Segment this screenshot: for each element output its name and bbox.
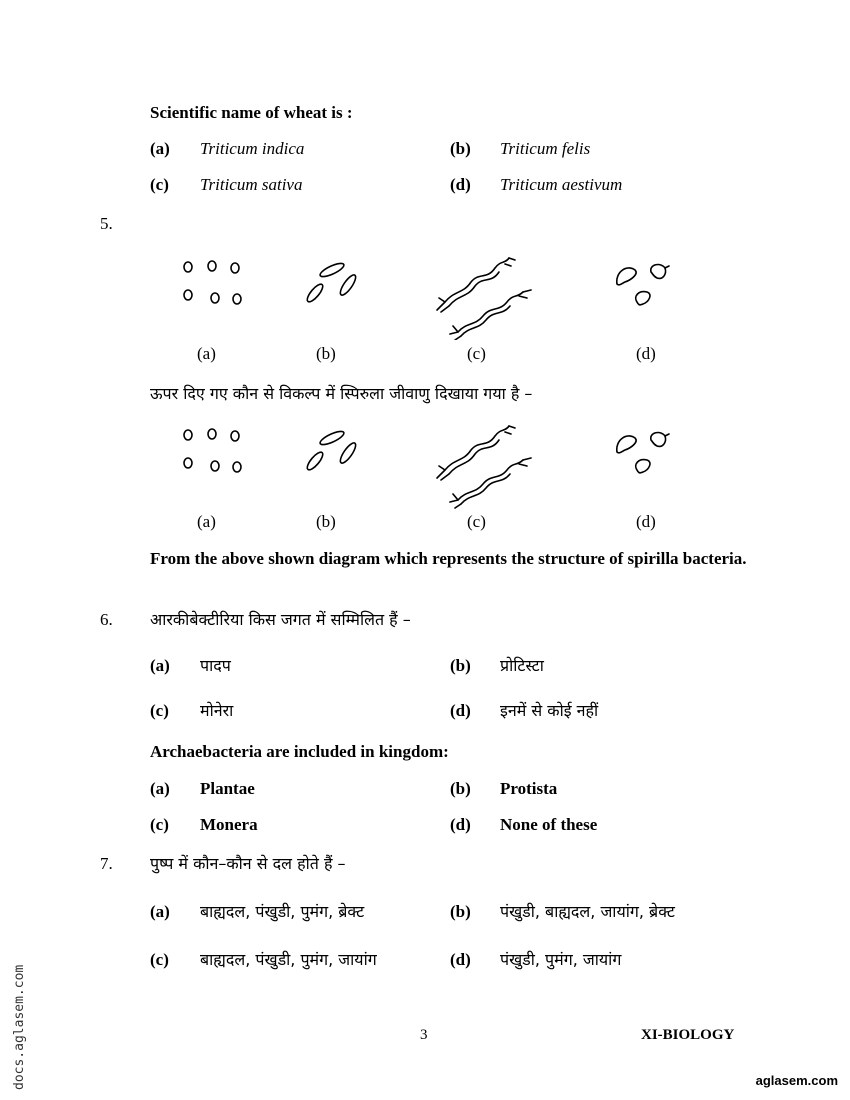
q6-hi-option-c-text: मोनेरा bbox=[200, 701, 234, 720]
q6-hi-option-a-text: पादप bbox=[200, 656, 231, 675]
q6-en-option-a-text: Plantae bbox=[200, 779, 255, 798]
q4-option-c-text: Triticum sativa bbox=[200, 175, 303, 194]
q7-option-c-text: बाह्यदल, पंखुडी, पुमंग, जायांग bbox=[200, 950, 377, 969]
q6-en-option-c-label: (c) bbox=[150, 815, 169, 834]
fig1-label-d: (d) bbox=[636, 344, 656, 363]
q7-option-a-label: (a) bbox=[150, 902, 170, 921]
q7-number: 7. bbox=[100, 854, 113, 873]
q6-number: 6. bbox=[100, 610, 113, 629]
q7-option-d-text: पंखुडी, पुमंग, जायांग bbox=[500, 950, 622, 969]
subject-code: XI-BIOLOGY bbox=[641, 1027, 735, 1043]
q4-option-c-label: (c) bbox=[150, 175, 169, 194]
fig1-label-b: (b) bbox=[316, 344, 336, 363]
q6-en-option-d-text: None of these bbox=[500, 815, 598, 834]
q6-question-english: Archaebacteria are included in kingdom: bbox=[150, 742, 449, 761]
bacteria-figure-1 bbox=[175, 252, 675, 340]
page-number: 3 bbox=[420, 1027, 428, 1043]
vibrio-drawing bbox=[617, 433, 669, 473]
q5-question-hindi: ऊपर दिए गए कौन से विकल्प में स्पिरुला जीवाणु दिखाया गया है – bbox=[150, 384, 533, 403]
q4-option-d-text: Triticum aestivum bbox=[500, 175, 623, 194]
q5-number: 5. bbox=[100, 214, 113, 233]
q4-question: Scientific name of wheat is : bbox=[150, 103, 353, 122]
q4-option-b-text: Triticum felis bbox=[500, 139, 591, 158]
spirilla-drawing bbox=[437, 426, 531, 508]
q4-option-a-text: Triticum indica bbox=[200, 139, 305, 158]
fig2-label-a: (a) bbox=[197, 512, 216, 531]
fig1-label-c: (c) bbox=[467, 344, 486, 363]
bacilli-drawing bbox=[305, 429, 358, 472]
q6-en-option-b-label: (b) bbox=[450, 779, 471, 798]
q6-en-option-c-text: Monera bbox=[200, 815, 258, 834]
bacteria-figure-2 bbox=[175, 422, 675, 510]
q4-option-a-label: (a) bbox=[150, 139, 170, 158]
q5-question-english: From the above shown diagram which represents the structure of spirilla bacteria. bbox=[150, 549, 747, 568]
fig2-label-d: (d) bbox=[636, 512, 656, 531]
fig2-label-b: (b) bbox=[316, 512, 336, 531]
bacilli-drawing bbox=[305, 261, 358, 304]
side-watermark: docs.aglasem.com bbox=[12, 964, 27, 1090]
q7-option-c-label: (c) bbox=[150, 950, 169, 969]
q6-hi-option-b-text: प्रोटिस्टा bbox=[500, 656, 544, 675]
brand-link[interactable]: aglasem.com bbox=[755, 1073, 838, 1088]
fig1-label-a: (a) bbox=[197, 344, 216, 363]
q6-hi-option-b-label: (b) bbox=[450, 656, 471, 675]
q6-hi-option-a-label: (a) bbox=[150, 656, 170, 675]
q4-option-b-label: (b) bbox=[450, 139, 471, 158]
q6-en-option-d-label: (d) bbox=[450, 815, 471, 834]
fig2-label-c: (c) bbox=[467, 512, 486, 531]
q7-option-b-text: पंखुडी, बाह्यदल, जायांग, ब्रेक्ट bbox=[500, 902, 675, 921]
q6-hi-option-d-label: (d) bbox=[450, 701, 471, 720]
spirilla-drawing bbox=[437, 258, 531, 340]
q7-option-d-label: (d) bbox=[450, 950, 471, 969]
vibrio-drawing bbox=[617, 265, 669, 305]
cocci-drawing bbox=[184, 261, 241, 304]
q7-question-hindi: पुष्प में कौन–कौन से दल होते हैं – bbox=[150, 854, 346, 873]
q6-hi-option-c-label: (c) bbox=[150, 701, 169, 720]
q6-en-option-a-label: (a) bbox=[150, 779, 170, 798]
q4-option-d-label: (d) bbox=[450, 175, 471, 194]
q7-option-b-label: (b) bbox=[450, 902, 471, 921]
q6-hi-option-d-text: इनमें से कोई नहीं bbox=[500, 701, 599, 720]
q6-en-option-b-text: Protista bbox=[500, 779, 558, 798]
q6-question-hindi: आरकीबेक्टीरिया किस जगत में सम्मिलित हैं – bbox=[150, 610, 411, 629]
cocci-drawing bbox=[184, 429, 241, 472]
q7-option-a-text: बाह्यदल, पंखुडी, पुमंग, ब्रेक्ट bbox=[200, 902, 365, 921]
